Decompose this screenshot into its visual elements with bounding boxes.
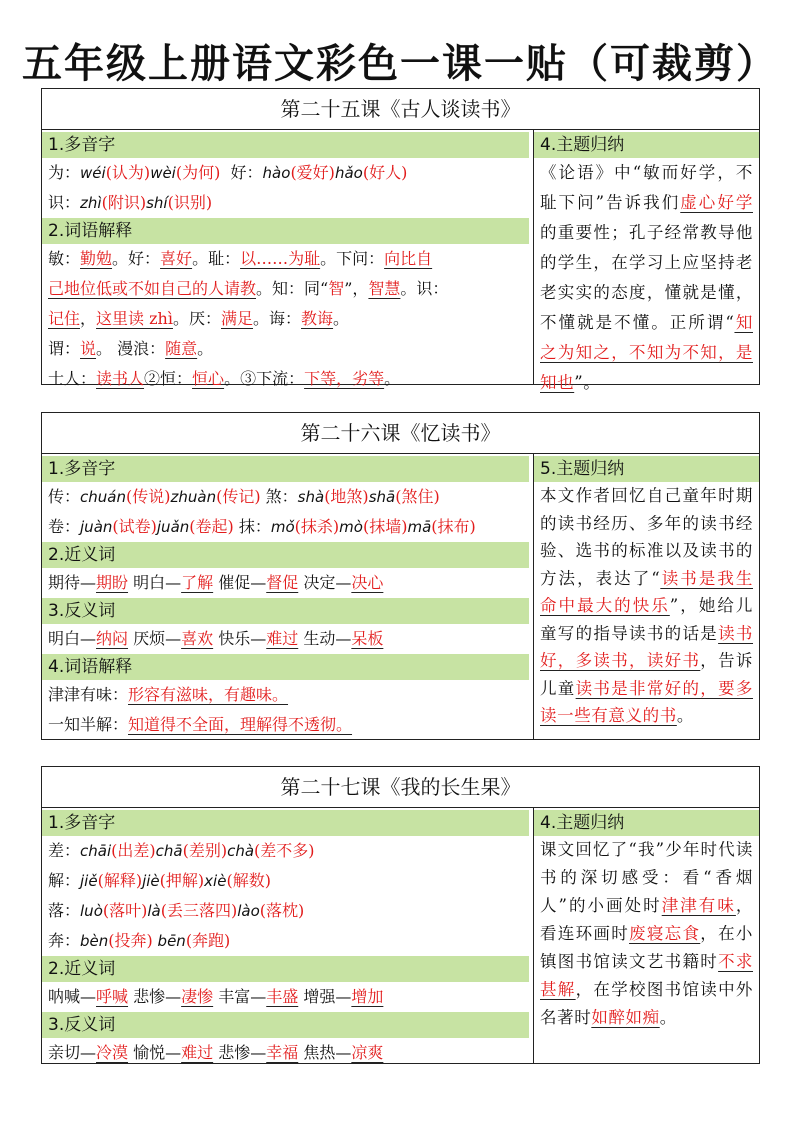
definition-row: 津津有味：形容有滋味，有趣味。 bbox=[48, 685, 289, 704]
section-heading: 3.反义词 bbox=[42, 598, 529, 624]
theme-column bbox=[533, 808, 759, 1064]
polyphone-row: 识：zhì(附识)shí(识别) bbox=[48, 193, 213, 212]
antonym-row: 明白—纳闷 厌烦—喜欢 快乐—难过 生动—呆板 bbox=[48, 629, 384, 648]
section-heading: 1.多音字 bbox=[42, 456, 529, 482]
synonym-row: 期待—期盼 明白—了解 催促—督促 决定—决心 bbox=[48, 573, 384, 592]
polyphone-row: 落：luò(落叶)là(丢三落四)lào(落枕) bbox=[48, 901, 305, 920]
section-heading: 2.近义词 bbox=[42, 542, 529, 568]
definition-row: 谓：说。 漫浪：随意。 bbox=[48, 339, 214, 358]
section-heading: 2.近义词 bbox=[42, 956, 529, 982]
section-heading: 5.主题归纳 bbox=[534, 456, 759, 482]
page-title: 五年级上册语文彩色一课一贴（可裁剪） bbox=[22, 41, 778, 87]
lesson-26-title: 第二十六课《忆读书》 bbox=[42, 413, 759, 454]
section-heading: 4.词语解释 bbox=[42, 654, 529, 680]
definition-row: 一知半解：知道得不全面，理解得不透彻。 bbox=[48, 715, 353, 734]
synonym-row: 呐喊—呼喊 悲惨—凄惨 丰富—丰盛 增强—增加 bbox=[48, 987, 384, 1006]
definition-row: 士人：读书人②恒：恒心。③下流：下等，劣等。 bbox=[48, 369, 401, 388]
section-heading: 4.主题归纳 bbox=[534, 132, 759, 158]
lesson-27-title: 第二十七课《我的长生果》 bbox=[42, 767, 759, 808]
theme-text: 本文作者回忆自己童年时期的读书经历、多年的读书经验、选书的标准以及读书的方法，表达了“读书是我生命中最大的快乐”，她给儿童写的指导读书的话是读书好，多读书，读好书，告诉儿童读书是非常好的，要多读一些有意义的书。 bbox=[540, 486, 754, 725]
section-heading: 2.词语解释 bbox=[42, 218, 529, 244]
lesson-27-card bbox=[41, 766, 760, 1064]
polyphone-row: 差：chāi(出差)chā(差别)chà(差不多) bbox=[48, 841, 315, 860]
antonym-row: 亲切—冷漠 愉悦—难过 悲惨—幸福 焦热—凉爽 bbox=[48, 1043, 384, 1062]
definition-row: 己地位低或不如自己的人请教。知：同“智”，智慧。识： bbox=[48, 279, 449, 298]
definition-row: 敏：勤勉。好：喜好。耻：以……为耻。下问：向比自 bbox=[48, 249, 433, 268]
polyphone-row: 为：wéi(认为)wèi(为何) 好：hào(爱好)hǎo(好人) bbox=[48, 163, 408, 182]
lesson-25-card bbox=[41, 88, 760, 392]
section-heading: 1.多音字 bbox=[42, 810, 529, 836]
theme-text: 《论语》中“敏而好学，不耻下问”告诉我们虚心好学的重要性；孔子经常教导他的学生，在学习上应坚持老老实实的态度，懂就是懂，不懂就是不懂。正所谓“知之为知之，不知为不知，是知也”。 bbox=[540, 163, 753, 392]
definition-row: 记住，这里读 zhì。厌：满足。诲：教诲。 bbox=[48, 309, 350, 328]
lesson-25-title: 第二十五课《古人谈读书》 bbox=[42, 89, 759, 130]
section-heading: 4.主题归纳 bbox=[534, 810, 759, 836]
theme-text: 课文回忆了“我”少年时代读书的深切感受：看“香烟人”的小画处时津津有味，看连环画时废寝忘食，在小镇图书馆读文艺书籍时不求甚解，在学校图书馆读中外名著时如醉如痴。 bbox=[540, 840, 754, 1027]
polyphone-row: 卷：juàn(试卷)juǎn(卷起) 抹：mǒ(抹杀)mò(抹墙)mā(抹布) bbox=[48, 517, 476, 536]
lesson-26-card bbox=[41, 412, 760, 740]
polyphone-row: 解：jiě(解释)jiè(押解)xiè(解数) bbox=[48, 871, 271, 890]
theme-column bbox=[533, 130, 759, 392]
section-heading: 3.反义词 bbox=[42, 1012, 529, 1038]
theme-column bbox=[533, 454, 759, 740]
section-heading: 1.多音字 bbox=[42, 132, 529, 158]
polyphone-row: 奔：bèn(投奔) bēn(奔跑) bbox=[48, 931, 231, 950]
polyphone-row: 传：chuán(传说)zhuàn(传记) 煞：shà(地煞)shā(煞住) bbox=[48, 487, 440, 506]
